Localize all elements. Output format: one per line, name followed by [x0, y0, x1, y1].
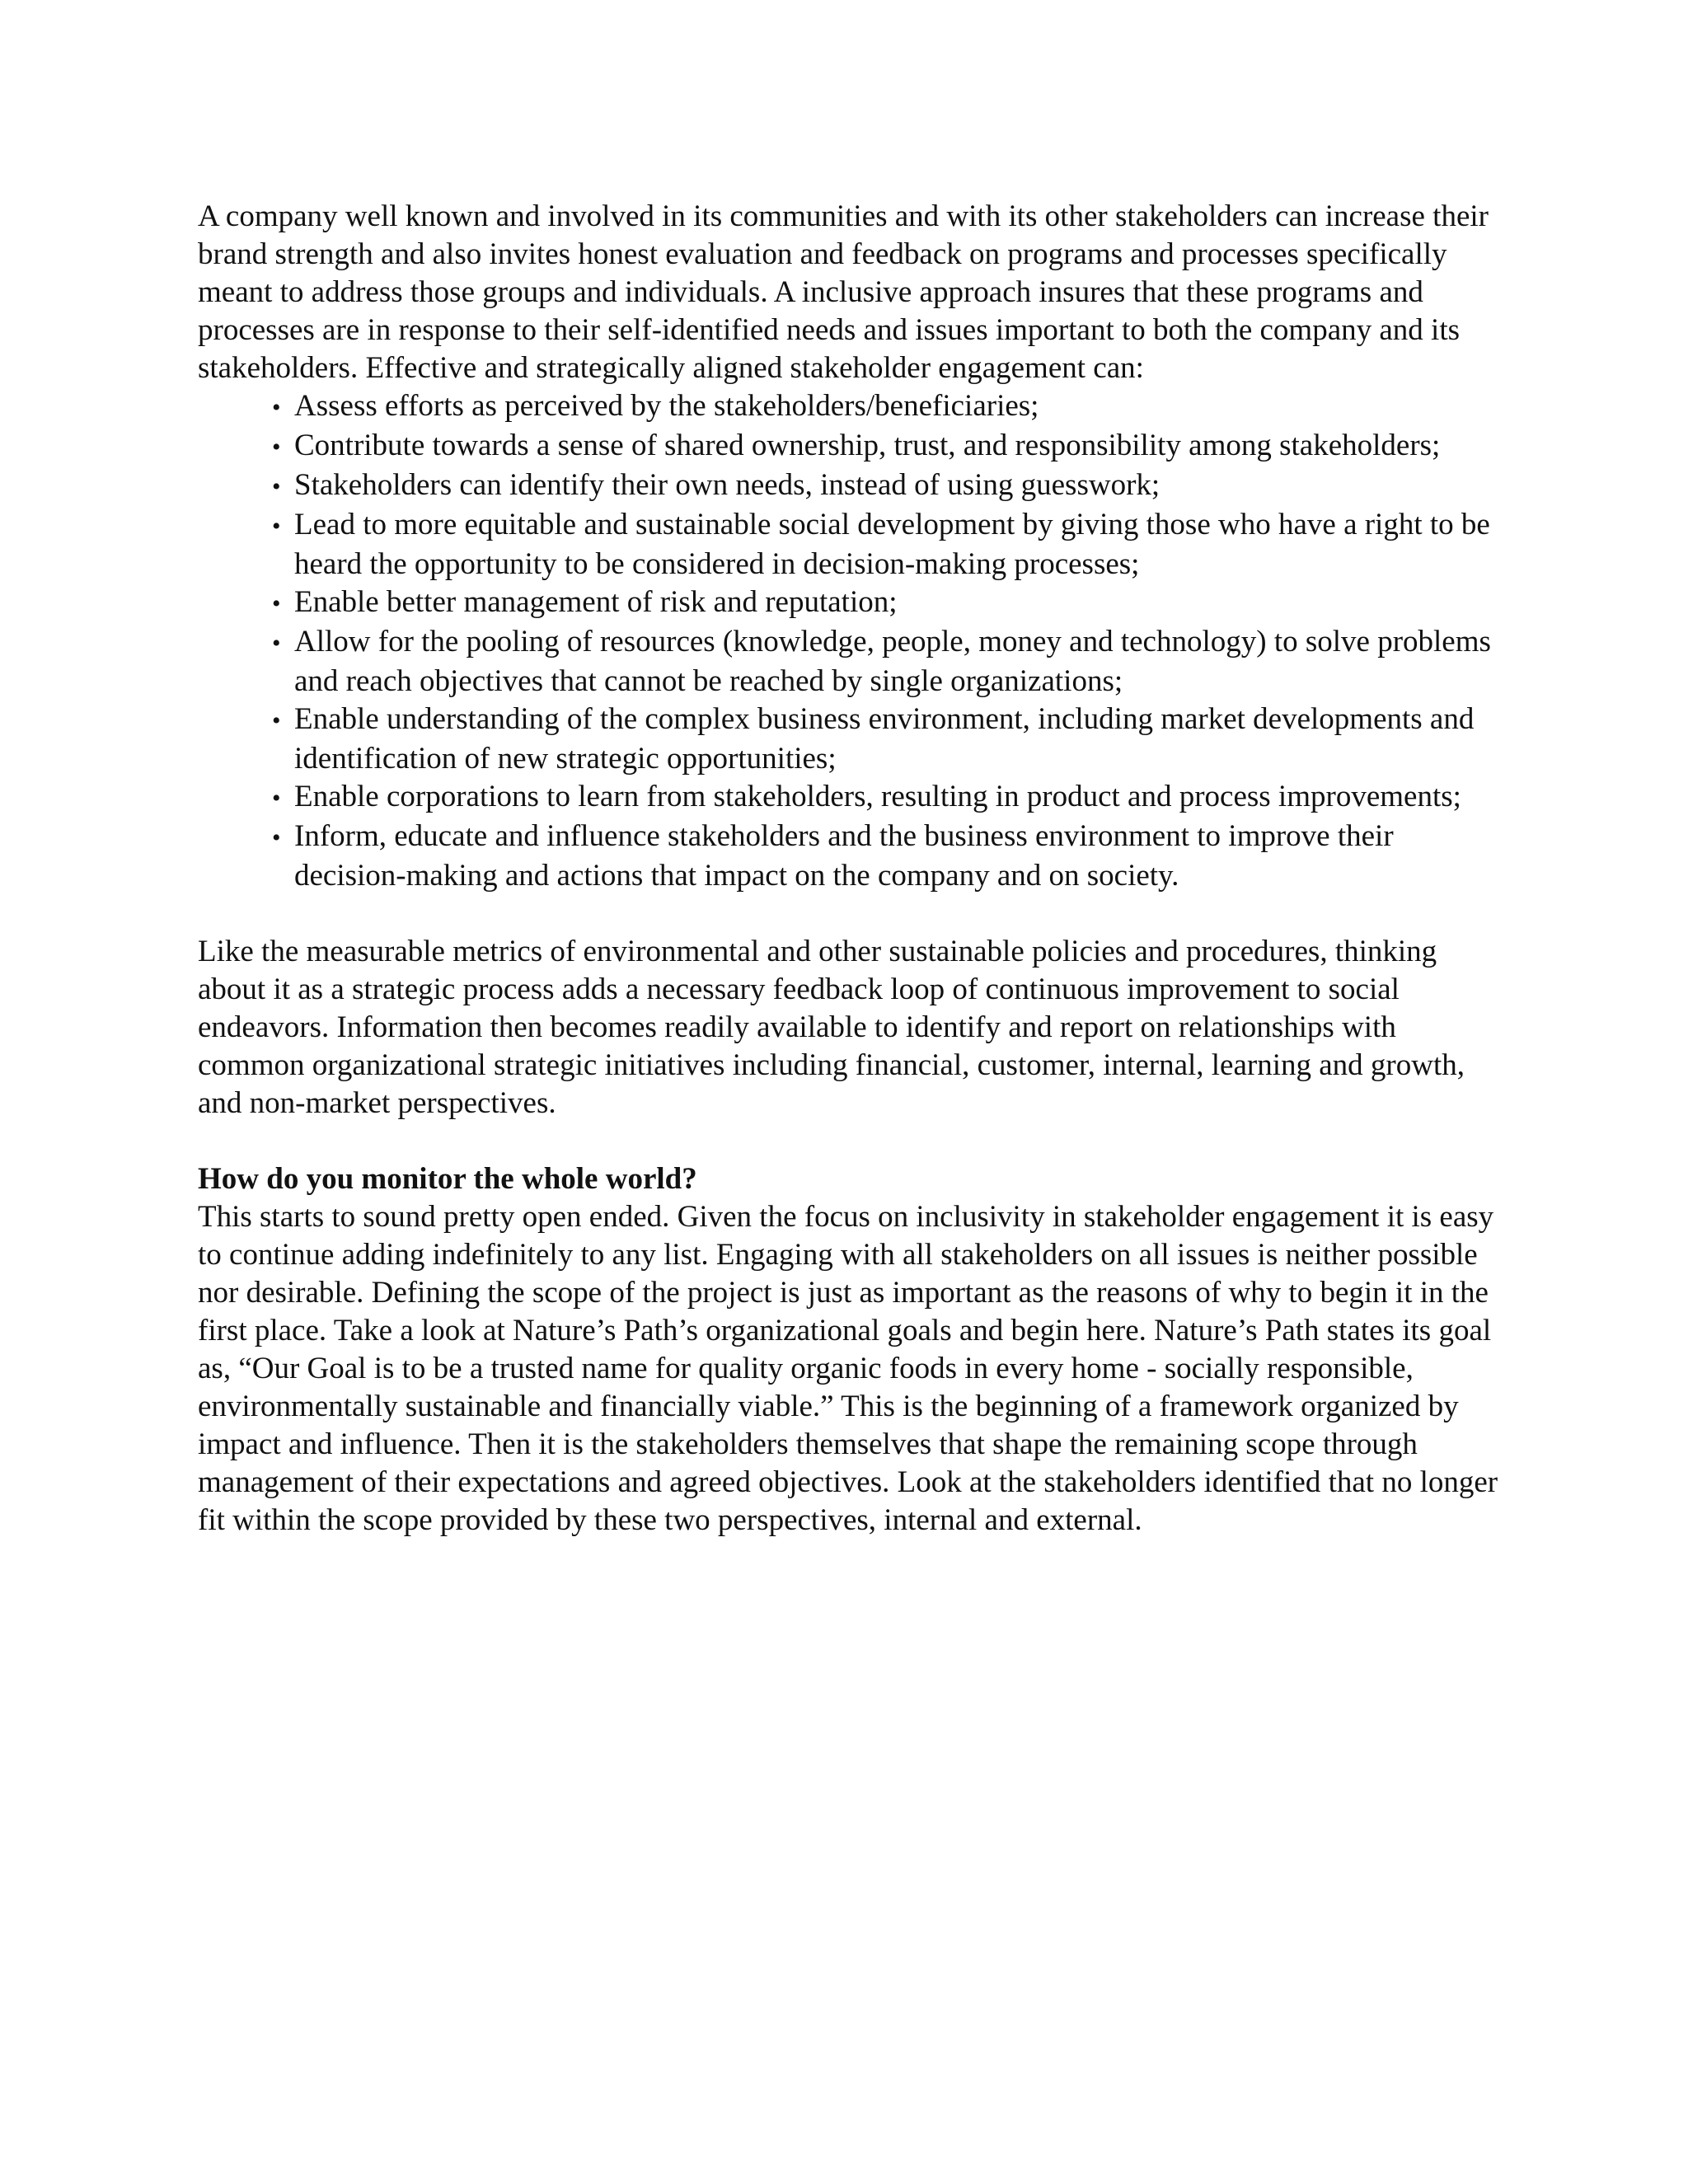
bullet-icon: •: [272, 824, 281, 851]
section-heading: How do you monitor the whole world?: [198, 1162, 697, 1196]
bullet-icon: •: [272, 630, 281, 657]
document-body: [198, 198, 1500, 1540]
second-paragraph: Like the measurable metrics of environmental and other sustainable policies and procedures, thinking about it as a strategic process adds a necessary feedback loop of continuous improvement to social endeavors. Information then becomes readily available to identify and report on relationships with common organizational strategic initiatives including financial, customer, internal, learning and growth, and non-market perspectives.: [198, 935, 1465, 1120]
benefits-list: [198, 387, 1500, 895]
list-item-text: Contribute towards a sense of shared ownership, trust, and responsibility among stakeholders;: [294, 429, 1441, 462]
bullet-icon: •: [272, 707, 281, 734]
list-item: [247, 818, 1500, 895]
bullet-icon: •: [272, 590, 281, 617]
bullet-icon: •: [272, 473, 281, 500]
bullet-icon: •: [272, 394, 281, 421]
list-item: [247, 466, 1500, 506]
bullet-icon: •: [272, 785, 281, 812]
list-item-text: Enable better management of risk and reputation;: [294, 585, 898, 619]
intro-paragraph: A company well known and involved in its communities and with its other stakeholders can increase their brand strength and also invites honest evaluation and feedback on programs and processes specifically meant to address those groups and individuals. A inclusive approach insures that these programs and processes are in response to their self-identified needs and issues important to both the company and its stakeholders. Effective and strategically aligned stakeholder engagement can:: [198, 199, 1489, 385]
list-item-text: Assess efforts as perceived by the stakeholders/beneficiaries;: [294, 389, 1039, 423]
list-item-text: Enable corporations to learn from stakeholders, resulting in product and process improvements;: [294, 780, 1461, 813]
list-item: [247, 701, 1500, 778]
list-item-text: Allow for the pooling of resources (knowledge, people, money and technology) to solve problems and reach objectives that cannot be reached by single organizations;: [294, 625, 1491, 698]
section-paragraph: This starts to sound pretty open ended. Given the focus on inclusivity in stakeholder engagement it is easy to continue adding indefinitely to any list. Engaging with all stakeholders on all issues is neither possible nor desirable. Defining the scope of the project is just as important as the reasons of why to begin it in the first place. Take a look at Nature’s Path’s organizational goals and begin here. Nature’s Path states its goal as, “Our Goal is to be a trusted name for quality organic foods in every home - socially responsible, environmentally sustainable and financially viable.” This is the beginning of a framework organized by impact and influence. Then it is the stakeholders themselves that shape the remaining scope through management of their expectations and agreed objectives. Look at the stakeholders identified that no longer fit within the scope provided by these two perspectives, internal and external.: [198, 1200, 1498, 1537]
bullet-icon: •: [272, 513, 281, 540]
list-item: [247, 506, 1500, 583]
list-item-text: Lead to more equitable and sustainable social development by giving those who have a right to be heard the opportunity to be considered in decision-making processes;: [294, 508, 1490, 581]
list-item: [247, 623, 1500, 701]
list-item-text: Enable understanding of the complex business environment, including market developments and identification of new strategic opportunities;: [294, 702, 1475, 776]
list-item-text: Inform, educate and influence stakeholders and the business environment to improve their decision-making and actions that impact on the company and on society.: [294, 819, 1394, 893]
list-item: [247, 778, 1500, 818]
list-item-text: Stakeholders can identify their own needs, instead of using guesswork;: [294, 468, 1160, 502]
list-item: [247, 387, 1500, 427]
list-item: [247, 583, 1500, 623]
bullet-icon: •: [272, 434, 281, 461]
list-item: [247, 427, 1500, 466]
